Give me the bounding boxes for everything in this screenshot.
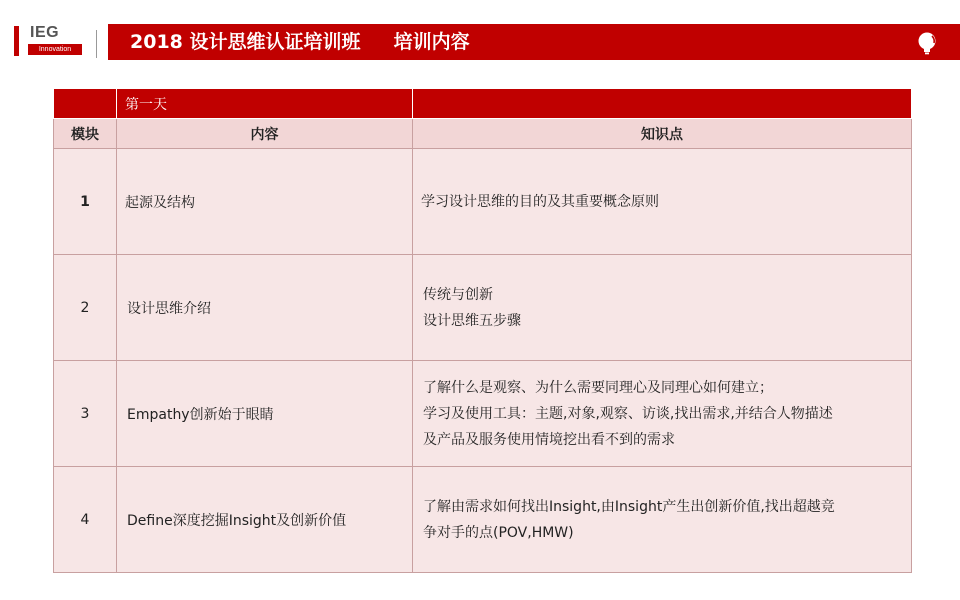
knowledge-line: 学习及使用工具：主题,对象,观察、访谈,找出需求,并结合人物描述: [423, 405, 833, 422]
day-row: [54, 89, 912, 119]
content-cell: 设计思维介绍: [117, 255, 413, 361]
day-row-empty-cell: [54, 89, 117, 119]
knowledge-cell: [413, 467, 912, 573]
logo-subtext: Innovation: [28, 44, 82, 55]
training-table: [53, 88, 911, 573]
module-number: 3: [54, 361, 117, 467]
module-number: 4: [54, 467, 117, 573]
knowledge-line: 了解由需求如何找出Insight,由Insight产生出创新价值,找出超越竞: [423, 498, 835, 515]
table-header-row: [54, 119, 912, 149]
knowledge-line: 及产品及服务使用情境挖出看不到的需求: [423, 431, 675, 448]
knowledge-cell: [413, 149, 912, 255]
day-row-empty-cell: [413, 89, 912, 119]
module-number: 1: [54, 149, 117, 255]
page-title: 2018 设计思维认证培训班 培训内容: [130, 31, 470, 53]
content-cell: Define深度挖掘Insight及创新价值: [117, 467, 413, 573]
day-label: 第一天: [117, 89, 413, 119]
module-number: 2: [54, 255, 117, 361]
logo-accent-bar: [14, 26, 19, 56]
table-row: [54, 149, 912, 255]
knowledge-line: 学习设计思维的目的及其重要概念原则: [421, 193, 659, 210]
ieg-logo: [14, 24, 70, 60]
logo-text: IEG: [30, 24, 60, 41]
column-header-module: 模块: [54, 119, 117, 149]
column-header-content: 内容: [117, 119, 413, 149]
knowledge-cell: [413, 361, 912, 467]
table-row: [54, 255, 912, 361]
knowledge-line: 传统与创新: [423, 286, 493, 303]
table-row: [54, 361, 912, 467]
header-divider: [96, 30, 97, 58]
lightbulb-icon: [916, 31, 938, 55]
content-cell: Empathy创新始于眼睛: [117, 361, 413, 467]
table-row: [54, 467, 912, 573]
knowledge-line: 争对手的点(POV,HMW): [423, 524, 574, 541]
knowledge-line: 了解什么是观察、为什么需要同理心及同理心如何建立；: [423, 379, 773, 396]
knowledge-cell: [413, 255, 912, 361]
knowledge-line: 设计思维五步骤: [423, 312, 521, 329]
content-cell: 起源及结构: [117, 149, 413, 255]
title-bar: [108, 24, 960, 60]
column-header-knowledge: 知识点: [413, 119, 912, 149]
